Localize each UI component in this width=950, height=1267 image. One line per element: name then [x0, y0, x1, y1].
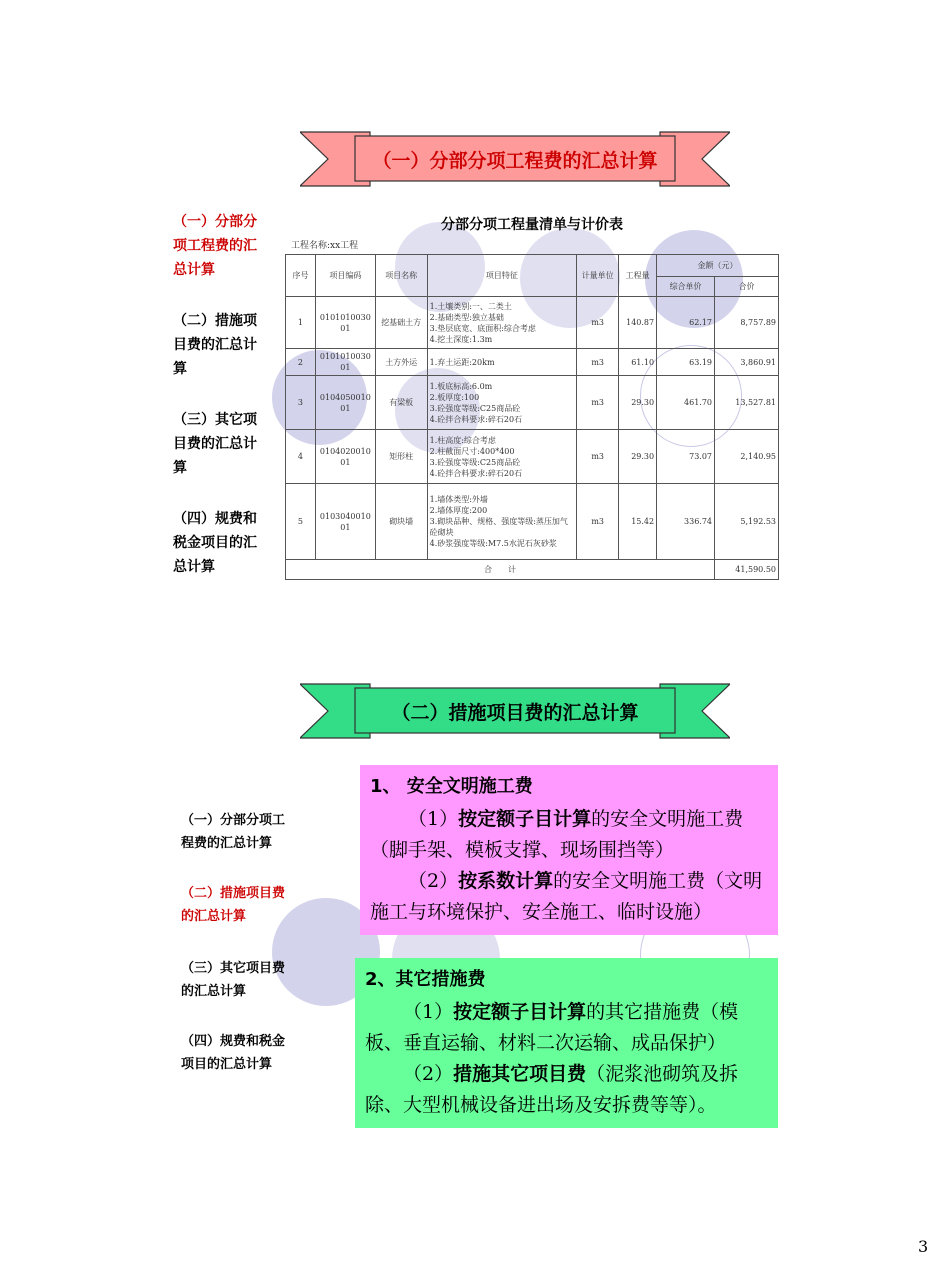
cell-unit-price: 73.07 — [657, 430, 715, 484]
feature-line: 4.砼拌合料要求:碎石20石 — [429, 414, 523, 424]
sidebar-line: 的汇总计算 — [181, 909, 247, 924]
cell-total: 2,140.95 — [715, 430, 779, 484]
p-bold: 按定额子目计算 — [458, 808, 592, 830]
sidebar-line: 目费的汇总计 — [173, 436, 257, 452]
sidebar-line: （一）分部分 — [173, 214, 257, 230]
sidebar-item-2[interactable] — [173, 309, 257, 381]
sidebar2-item-3[interactable] — [181, 957, 285, 1003]
box2-heading: 2、其它措施费 — [365, 969, 486, 990]
cell-features — [427, 376, 577, 430]
sidebar-line: 算 — [173, 460, 187, 476]
feature-line: 2.基础类型:独立基础 — [429, 312, 504, 322]
sidebar-line: 目费的汇总计 — [173, 337, 257, 353]
p-prefix: （2） — [408, 870, 459, 892]
table-row — [286, 430, 779, 484]
safety-fee-box — [360, 765, 778, 935]
bill-table — [285, 254, 779, 580]
p-rest: 的安全文明施工费（脚手架、模板支撑、现场围挡等） — [370, 808, 744, 861]
table-sum-row — [286, 560, 779, 580]
box1-paragraph-2 — [370, 866, 768, 928]
feature-line: 1.柱高度:综合考虑 — [429, 435, 496, 445]
feature-line: 1.弃土运距:20km — [429, 357, 495, 367]
p-prefix: （2） — [403, 1063, 454, 1085]
feature-line: 4.挖土深度:1.3m — [429, 334, 493, 344]
cell-features — [427, 297, 577, 349]
col-header-code: 项目编码 — [315, 255, 375, 297]
section2-banner-title: （二）措施项目费的汇总计算 — [391, 702, 639, 724]
feature-line: 3.砼强度等级:C25商品砼 — [429, 403, 521, 413]
p-rest: 的其它措施费（模板、垂直运输、材料二次运输、成品保护） — [365, 1001, 739, 1054]
col-header-unit: 计量单位 — [577, 255, 619, 297]
box2-paragraph-2 — [365, 1059, 768, 1121]
sidebar-line: （二）措施项目费 — [181, 886, 286, 901]
cell-no: 3 — [286, 376, 316, 430]
section1-banner-title: （一）分部分项工程费的汇总计算 — [372, 150, 658, 172]
table-row — [286, 484, 779, 560]
p-bold: 措施其它项目费 — [453, 1063, 587, 1085]
feature-line: 1.板底标高:6.0m — [429, 381, 493, 391]
sidebar-line: 税金项目的汇 — [173, 535, 257, 551]
cell-code: 010402001001 — [315, 430, 375, 484]
box1-paragraph-1 — [370, 804, 768, 866]
col-header-total: 合价 — [715, 277, 779, 297]
p-rest: （泥浆池砌筑及拆除、大型机械设备进出场及安拆费等等）。 — [365, 1063, 739, 1116]
feature-line: 1.土壤类别:一、二类土 — [429, 301, 512, 311]
p-bold: 按系数计算 — [458, 870, 554, 892]
cell-total: 13,527.81 — [715, 376, 779, 430]
sidebar-item-4[interactable] — [173, 507, 257, 579]
feature-line: 4.砂浆强度等级:M7.5水泥石灰砂浆 — [429, 539, 557, 548]
sidebar-line: （四）规费和 — [173, 511, 257, 527]
sidebar-line: 总计算 — [173, 559, 215, 575]
table-row — [286, 376, 779, 430]
sidebar2-item-4[interactable] — [181, 1030, 285, 1076]
col-header-name: 项目名称 — [375, 255, 427, 297]
p-rest: 的安全文明施工费（文明施工与环境保护、安全施工、临时设施） — [370, 870, 763, 923]
cell-unit-price: 62.17 — [657, 297, 715, 349]
table-title: 分部分项工程量清单与计价表 — [441, 217, 623, 233]
p-prefix: （1） — [408, 808, 459, 830]
sidebar-line: 的汇总计算 — [181, 984, 247, 999]
cell-code: 010101003001 — [315, 297, 375, 349]
sidebar-line: （一）分部分项工 — [181, 813, 286, 828]
section1-banner — [300, 128, 730, 190]
sidebar-item-3[interactable] — [173, 408, 257, 480]
cell-no: 1 — [286, 297, 316, 349]
feature-line: 4.砼拌合料要求:碎石20石 — [429, 468, 523, 478]
cell-features — [427, 484, 577, 560]
cell-features — [427, 430, 577, 484]
cell-name: 土方外运 — [375, 349, 427, 376]
feature-line: 2.柱截面尺寸:400*400 — [429, 446, 515, 456]
cell-code: 010304001001 — [315, 484, 375, 560]
cell-unit: m3 — [577, 349, 619, 376]
page-number: 3 — [918, 1237, 929, 1256]
sidebar-line: （二）措施项 — [173, 313, 257, 329]
table-row — [286, 349, 779, 376]
sidebar-line: 程费的汇总计算 — [181, 836, 273, 851]
feature-line: 2.墙体厚度:200 — [429, 506, 488, 515]
cell-no: 2 — [286, 349, 316, 376]
project-name: 工程名称:xx工程 — [291, 241, 359, 251]
cell-unit: m3 — [577, 430, 619, 484]
cell-unit-price: 336.74 — [657, 484, 715, 560]
cell-unit: m3 — [577, 297, 619, 349]
section2-banner — [300, 680, 730, 742]
cell-name: 砌块墙 — [375, 484, 427, 560]
cell-unit-price: 63.19 — [657, 349, 715, 376]
col-header-no: 序号 — [286, 255, 316, 297]
cell-qty: 29.30 — [619, 376, 657, 430]
sidebar-line: 项工程费的汇 — [173, 238, 257, 254]
sidebar2-item-2[interactable] — [181, 882, 285, 928]
col-header-amount: 金额（元） — [657, 255, 779, 277]
cell-features — [427, 349, 577, 376]
col-header-qty: 工程量 — [619, 255, 657, 297]
cell-name: 矩形柱 — [375, 430, 427, 484]
cell-unit: m3 — [577, 376, 619, 430]
cell-qty: 140.87 — [619, 297, 657, 349]
sidebar-line: 项目的汇总计算 — [181, 1057, 273, 1072]
sidebar2-item-1[interactable] — [181, 809, 285, 855]
sidebar-line: （三）其它项 — [173, 412, 257, 428]
cell-code: 010405001001 — [315, 376, 375, 430]
feature-line: 3.砼强度等级:C25商品砼 — [429, 457, 521, 467]
cell-name: 挖基础土方 — [375, 297, 427, 349]
other-measures-box — [355, 958, 778, 1128]
col-header-unit-price: 综合单价 — [657, 277, 715, 297]
cell-qty: 15.42 — [619, 484, 657, 560]
cell-no: 4 — [286, 430, 316, 484]
sum-total: 41,590.50 — [715, 560, 779, 580]
cell-total: 8,757.89 — [715, 297, 779, 349]
cell-qty: 29.30 — [619, 430, 657, 484]
p-prefix: （1） — [403, 1001, 454, 1023]
table-row — [286, 297, 779, 349]
cell-name: 有梁板 — [375, 376, 427, 430]
sidebar-line: （三）其它项目费 — [181, 961, 286, 976]
col-header-feature: 项目特征 — [427, 255, 577, 297]
cell-unit: m3 — [577, 484, 619, 560]
sum-label: 合 计 — [286, 560, 715, 580]
cell-code: 010101003001 — [315, 349, 375, 376]
box2-paragraph-1 — [365, 997, 768, 1059]
cell-total: 3,860.91 — [715, 349, 779, 376]
sidebar-line: 算 — [173, 361, 187, 377]
box1-heading: 1、 安全文明施工费 — [370, 776, 533, 797]
feature-line: 3.砌块品种、规格、强度等级:蒸压加气砼砌块 — [429, 517, 568, 537]
feature-line: 1.墙体类型:外墙 — [429, 495, 488, 504]
cell-no: 5 — [286, 484, 316, 560]
sidebar-line: （四）规费和税金 — [181, 1034, 286, 1049]
cell-total: 5,192.53 — [715, 484, 779, 560]
feature-line: 2.板厚度:100 — [429, 392, 480, 402]
feature-line: 3.垫层底宽、底面积:综合考虑 — [429, 323, 536, 333]
sidebar-line: 总计算 — [173, 262, 215, 278]
p-bold: 按定额子目计算 — [453, 1001, 587, 1023]
cell-unit-price: 461.70 — [657, 376, 715, 430]
sidebar-item-1[interactable] — [173, 210, 257, 282]
cell-qty: 61.10 — [619, 349, 657, 376]
